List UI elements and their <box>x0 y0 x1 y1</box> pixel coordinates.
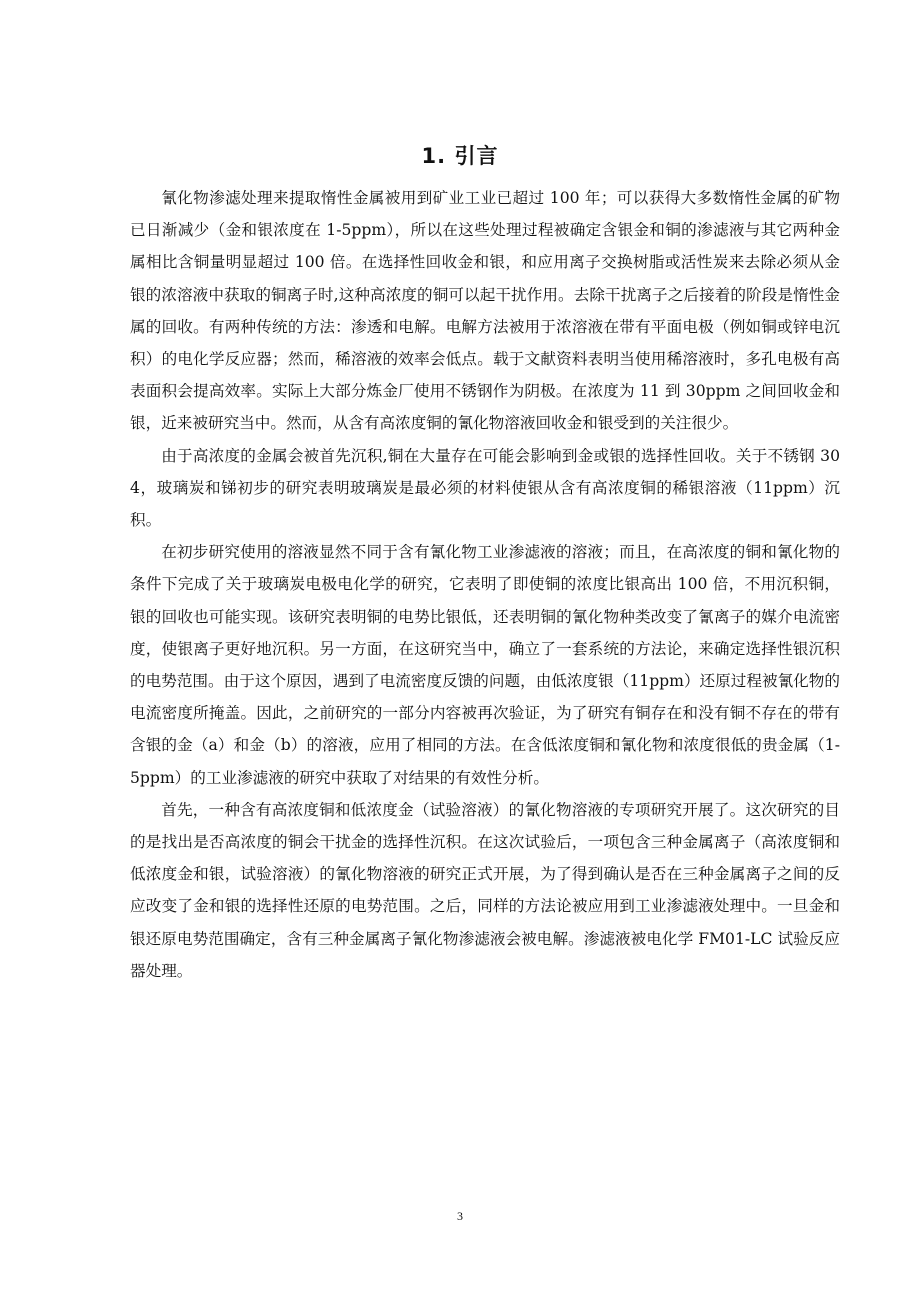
page-number: 3 <box>457 1209 463 1223</box>
body-text <box>130 182 840 987</box>
paragraph-3: 在初步研究使用的溶液显然不同于含有氰化物工业渗滤液的溶液；而且，在高浓度的铜和氰化物的条件下完成了关于玻璃炭电极电化学的研究，它表明了即使铜的浓度比银高出 100 倍，不用沉积铜，银的回收也可能实现。该研究表明铜的电势比银低，还表明铜的氰化物种类改变了氰离子的媒介电流密度，使银离子更好地沉积。另一方面，在这研究当中，确立了一套系统的方法论，来确定选择性银沉积的电势范围。由于这个原因，遇到了电流密度反馈的问题，由低浓度银（11ppm）还原过程被氰化物的电流密度所掩盖。因此，之前研究的一部分内容被再次验证，为了研究有铜存在和没有铜不存在的带有含银的金（a）和金（b）的溶液，应用了相同的方法。在含低浓度铜和氰化物和浓度很低的贵金属（1-5ppm）的工业渗滤液的研究中获取了对结果的有效性分析。 <box>130 543 840 787</box>
paragraph-1: 氰化物渗滤处理来提取惰性金属被用到矿业工业已超过 100 年；可以获得大多数惰性金属的矿物已日渐减少（金和银浓度在 1-5ppm），所以在这些处理过程被确定含银金和铜的渗滤液与其它两种金属相比含铜量明显超过 100 倍。在选择性回收金和银，和应用离子交换树脂或活性炭来去除必须从金银的浓溶液中获取的铜离子时,这种高浓度的铜可以起干扰作用。去除干扰离子之后接着的阶段是惰性金属的回收。有两种传统的方法：渗透和电解。电解方法被用于浓溶液在带有平面电极（例如铜或锌电沉积）的电化学反应器；然而，稀溶液的效率会低点。载于文献资料表明当使用稀溶液时，多孔电极有高表面积会提高效率。实际上大部分炼金厂使用不锈钢作为阴极。在浓度为 11 到 30ppm 之间回收金和银，近来被研究当中。然而，从含有高浓度铜的氰化物溶液回收金和银受到的关注很少。 <box>130 189 840 433</box>
paragraph-2: 由于高浓度的金属会被首先沉积,铜在大量存在可能会影响到金或银的选择性回收。关于不锈钢 304，玻璃炭和锑初步的研究表明玻璃炭是最必须的材料使银从含有高浓度铜的稀银溶液（11ppm）沉积。 <box>130 446 840 530</box>
section-title: 1. 引言 <box>421 144 499 168</box>
paragraph-4: 首先，一种含有高浓度铜和低浓度金（试验溶液）的氰化物溶液的专项研究开展了。这次研究的目的是找出是否高浓度的铜会干扰金的选择性沉积。在这次试验后，一项包含三种金属离子（高浓度铜和低浓度金和银，试验溶液）的氰化物溶液的研究正式开展，为了得到确认是否在三种金属离子之间的反应改变了金和银的选择性还原的电势范围。之后，同样的方法论被应用到工业渗滤液处理中。一旦金和银还原电势范围确定，含有三种金属离子氰化物渗滤液会被电解。渗滤液被电化学 FM01-LC 试验反应器处理。 <box>130 800 840 980</box>
